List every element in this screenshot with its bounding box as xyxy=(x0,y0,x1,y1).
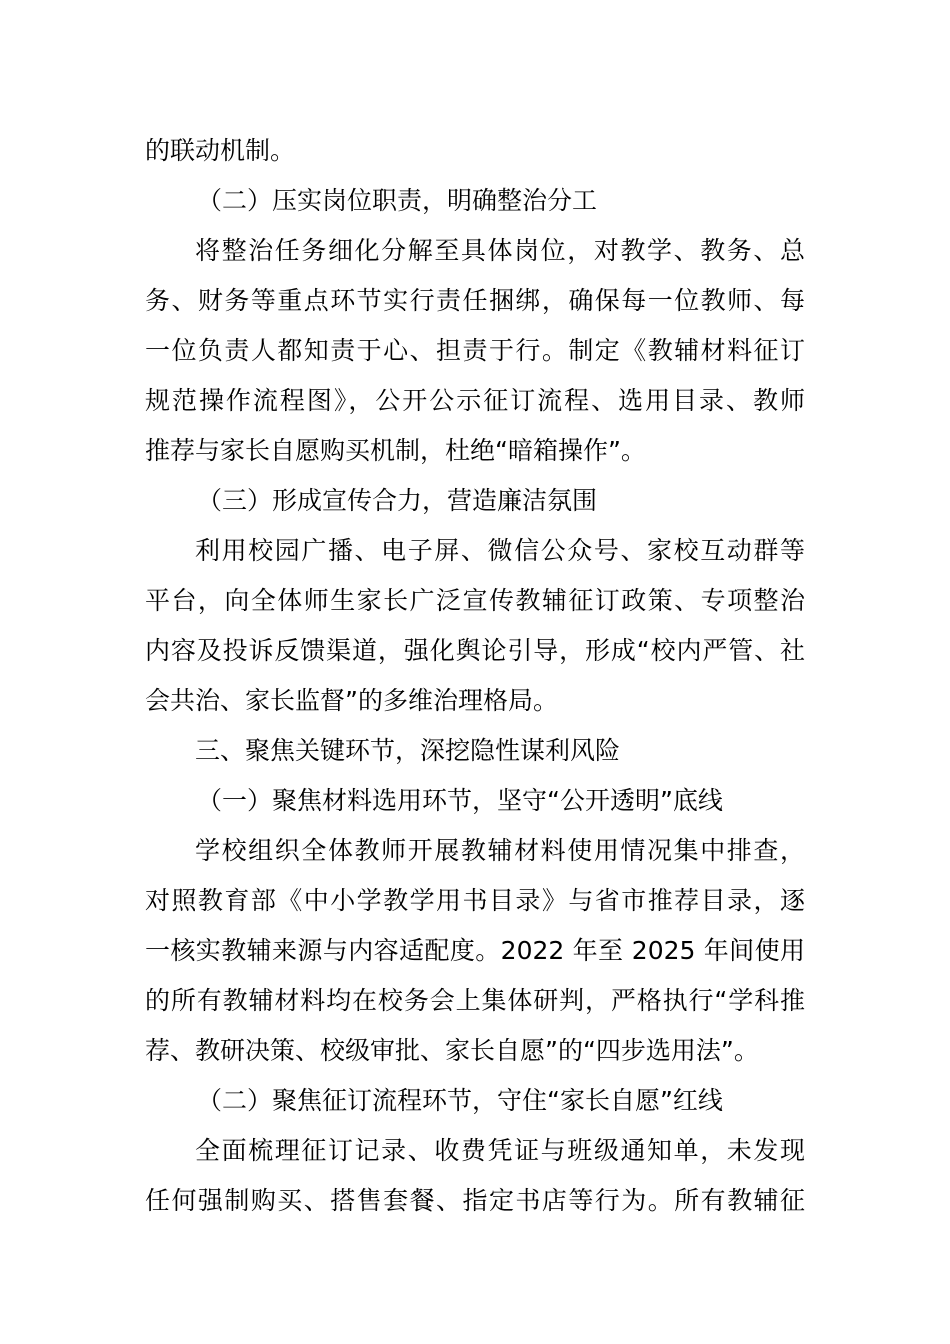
text-line: 务、财务等重点环节实行责任捆绑，确保每一位教师、每 xyxy=(145,286,805,315)
text-line: 推荐与家长自愿购买机制，杜绝“暗箱操作”。 xyxy=(145,436,646,465)
text-line: 内容及投诉反馈渠道，强化舆论引导，形成“校内严管、社 xyxy=(145,636,805,665)
paragraph-first-line: 利用校园广播、电子屏、微信公众号、家校互动群等 xyxy=(195,536,805,565)
paragraph-first-line: 学校组织全体教师开展教辅材料使用情况集中排查， xyxy=(195,836,805,865)
text-line: 一核实教辅来源与内容适配度。2022 年至 2025 年间使用 xyxy=(145,936,805,965)
subheading: （一）聚焦材料选用环节，坚守“公开透明”底线 xyxy=(197,786,723,815)
text-line: 的所有教辅材料均在校务会上集体研判，严格执行“学科推 xyxy=(145,986,805,1015)
subheading: （三）形成宣传合力，营造廉洁氛围 xyxy=(197,486,598,515)
section-heading: 三、聚焦关键环节，深挖隐性谋利风险 xyxy=(195,736,621,765)
text-line: 会共治、家长监督”的多维治理格局。 xyxy=(145,686,558,715)
subheading: （二）聚焦征订流程环节，守住“家长自愿”红线 xyxy=(197,1086,723,1115)
text-line: 平台，向全体师生家长广泛宣传教辅征订政策、专项整治 xyxy=(145,586,805,615)
text-line: 的联动机制。 xyxy=(145,136,296,165)
subheading: （二）压实岗位职责，明确整治分工 xyxy=(197,186,598,215)
text-line: 一位负责人都知责于心、担责于行。制定《教辅材料征订 xyxy=(145,336,805,365)
text-line: 任何强制购买、搭售套餐、指定书店等行为。所有教辅征 xyxy=(145,1186,805,1215)
text-line: 荐、教研决策、校级审批、家长自愿”的“四步选用法”。 xyxy=(145,1036,759,1065)
paragraph-first-line: 全面梳理征订记录、收费凭证与班级通知单，未发现 xyxy=(195,1136,805,1165)
paragraph-first-line: 将整治任务细化分解至具体岗位，对教学、教务、总 xyxy=(195,236,805,265)
text-line: 对照教育部《中小学教学用书目录》与省市推荐目录，逐 xyxy=(145,886,805,915)
text-line: 规范操作流程图》，公开公示征订流程、选用目录、教师 xyxy=(145,386,805,415)
